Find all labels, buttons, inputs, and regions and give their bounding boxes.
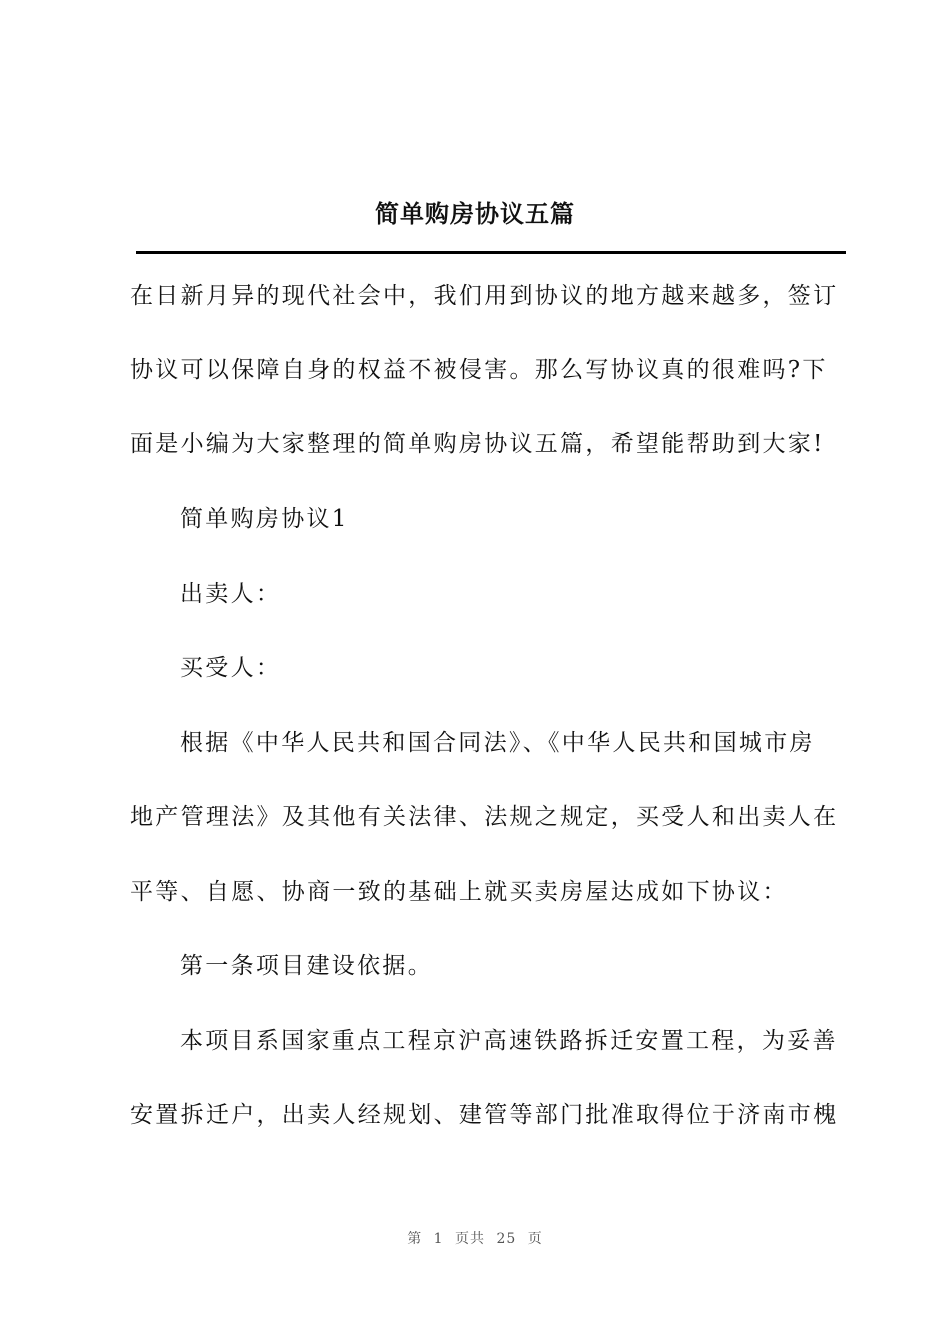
section-heading-1: 简单购房协议1 <box>180 506 349 532</box>
document-title: 简单购房协议五篇 <box>375 199 575 228</box>
body-line-7: 根据《中华人民共和国合同法》、《中华人民共和国城市房 <box>180 730 815 756</box>
article-heading-1: 第一条项目建设依据。 <box>180 953 433 979</box>
title-divider <box>136 251 846 254</box>
body-line-3: 面是小编为大家整理的简单购房协议五篇，希望能帮助到大家! <box>130 431 825 457</box>
seller-label: 出卖人： <box>180 581 282 607</box>
body-line-11: 本项目系国家重点工程京沪高速铁路拆迁安置工程，为妥善 <box>180 1028 838 1054</box>
page-number: 第 1 页共 25 页 <box>407 1231 543 1247</box>
buyer-label: 买受人： <box>180 655 282 681</box>
body-line-1: 在日新月异的现代社会中，我们用到协议的地方越来越多，签订 <box>130 283 839 309</box>
body-line-12: 安置拆迁户，出卖人经规划、建管等部门批准取得位于济南市槐 <box>130 1102 839 1128</box>
body-line-2: 协议可以保障自身的权益不被侵害。那么写协议真的很难吗?下 <box>130 357 828 383</box>
body-line-8: 地产管理法》及其他有关法律、法规之规定，买受人和出卖人在 <box>130 804 839 830</box>
body-line-9: 平等、自愿、协商一致的基础上就买卖房屋达成如下协议： <box>130 879 788 905</box>
